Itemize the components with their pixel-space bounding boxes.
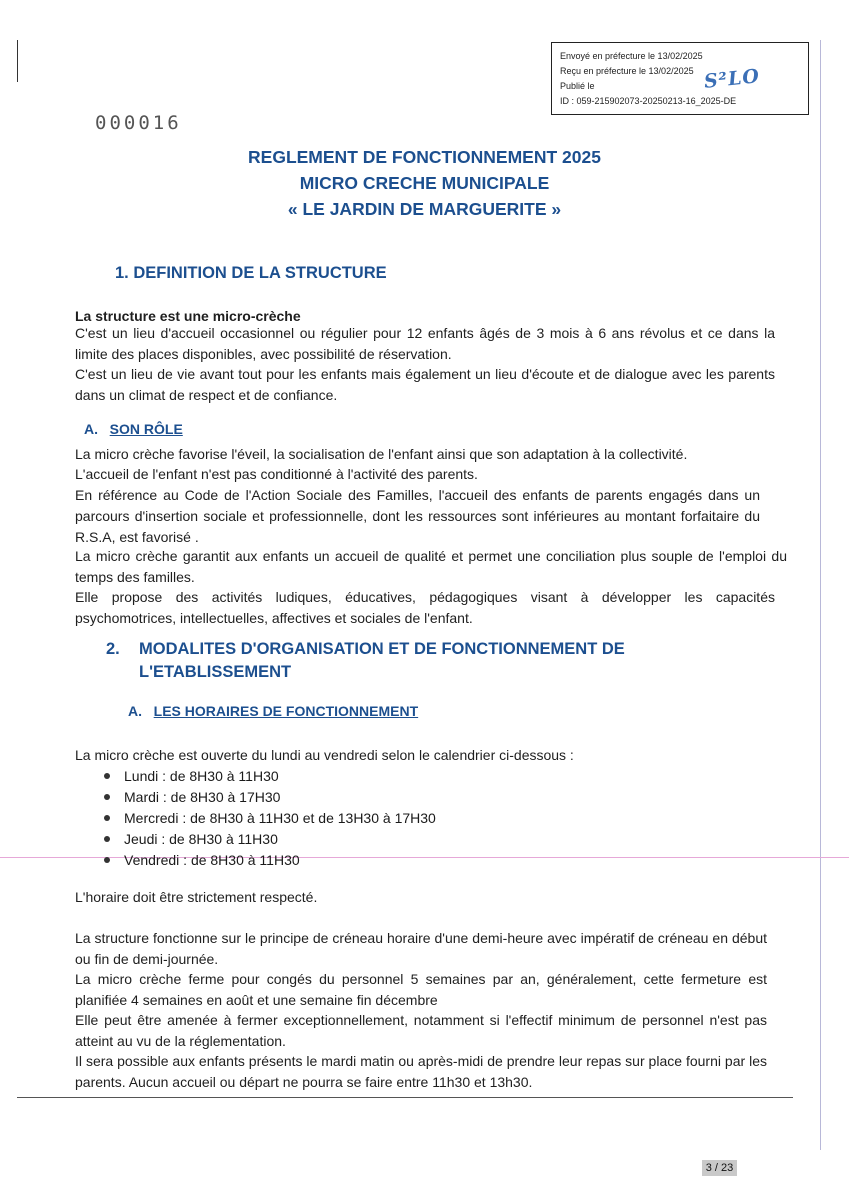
list-item: Mercredi : de 8H30 à 11H30 et de 13H30 à 17H30 (98, 808, 436, 829)
section-2-para-3: Elle peut être amenée à fermer exceptionnellement, notamment si l'effectif minimum de personnel n'est pas atteint au vu de la réglementation. (75, 1012, 767, 1049)
stamp-id: ID : 059-215902073-20250213-16_2025-DE (560, 96, 737, 106)
section-2-para-1: La structure fonctionne sur le principe de créneau horaire d'une demi-heure avec impératif de créneau en début ou fin de demi-journée. (75, 930, 767, 967)
section-1-para-2: C'est un lieu de vie avant tout pour les enfants mais également un lieu d'écoute et de dialogue avec les parents dans un climat de respect et de confiance. (75, 366, 775, 403)
section-2-heading-number: 2. (106, 640, 120, 658)
role-para-5: Elle propose des activités ludiques, éducatives, pédagogiques visant à développer les capacités psychomotrices, intellectuelles, affectives et sociales de l'enfant. (75, 589, 775, 626)
title-line-2: MICRO CRECHE MUNICIPALE (299, 173, 550, 193)
section-1-subheading: La structure est une micro-crèche (75, 308, 301, 324)
hours-heading-title: LES HORAIRES DE FONCTIONNEMENT (153, 703, 419, 719)
role-para-3: En référence au Code de l'Action Sociale des Familles, l'accueil des enfants de parents engagés dans un parcours d'insertion sociale et professionnelle, dont les ressources sont inférieures au montant forfaitaire du R.S.A, est favorisé . (75, 487, 760, 545)
section-2-heading-line-1: MODALITES D'ORGANISATION ET DE FONCTIONNEMENT DE (139, 640, 625, 658)
section-2-para-2: La micro crèche ferme pour congés du personnel 5 semaines par an, généralement, cette fermeture est planifiée 4 semaines en août et une semaine fin décembre (75, 971, 767, 1008)
bullet-icon (104, 836, 110, 842)
stamp-received: Reçu en préfecture le 13/02/2025 (560, 66, 694, 76)
role-para-4: La micro crèche garantit aux enfants un accueil de qualité et permet une conciliation plus souple de l'emploi du temps des familles. (75, 548, 787, 585)
role-para-2: L'accueil de l'enfant n'est pas conditionné à l'activité des parents. (75, 466, 478, 482)
document-number: 000016 (95, 112, 182, 134)
section-1-heading: 1. DEFINITION DE LA STRUCTURE (115, 264, 387, 282)
stamp-published: Publié le (560, 81, 595, 91)
list-item: Jeudi : de 8H30 à 11H30 (98, 829, 436, 850)
strict-hours-note: L'horaire doit être strictement respecté. (75, 889, 318, 905)
section-2-heading-line-2: L'ETABLISSEMENT (139, 663, 292, 681)
prefecture-stamp (551, 42, 809, 115)
stamp-sent: Envoyé en préfecture le 13/02/2025 (560, 51, 703, 61)
footer-divider (17, 1097, 793, 1098)
role-para-1: La micro crèche favorise l'éveil, la socialisation de l'enfant ainsi que son adaptation à la collectivité. (75, 446, 688, 462)
list-item: Vendredi : de 8H30 à 11H30 (98, 850, 436, 871)
schedule-list (98, 766, 436, 871)
bullet-icon (104, 815, 110, 821)
bullet-icon (104, 794, 110, 800)
s2lo-signature: S²LO (703, 65, 761, 93)
hours-heading-number: A. (128, 703, 142, 719)
section-1-para-1: C'est un lieu d'accueil occasionnel ou régulier pour 12 enfants âgés de 3 mois à 6 ans révolus et ce dans la limite des places disponibles, avec possibilité de réservation. (75, 325, 775, 362)
hours-intro: La micro crèche est ouverte du lundi au vendredi selon le calendrier ci-dessous : (75, 747, 574, 763)
role-heading-title: SON RÔLE (109, 421, 183, 437)
hours-heading (128, 703, 418, 719)
list-item: Mardi : de 8H30 à 17H30 (98, 787, 436, 808)
bullet-icon (104, 773, 110, 779)
list-item: Lundi : de 8H30 à 11H30 (98, 766, 436, 787)
title-line-1: REGLEMENT DE FONCTIONNEMENT 2025 (248, 147, 601, 167)
role-heading-number: A. (84, 421, 98, 437)
section-2-para-4: Il sera possible aux enfants présents le mardi matin ou après-midi de prendre leur repas sur place fourni par les parents. Aucun accueil ou départ ne pourra se faire entre 11h30 et 13h30. (75, 1053, 767, 1090)
page-number: 3 / 23 (702, 1160, 737, 1176)
role-heading (84, 421, 183, 437)
bullet-icon (104, 857, 110, 863)
title-line-3: « LE JARDIN DE MARGUERITE » (287, 199, 562, 219)
left-margin-line (17, 40, 18, 82)
